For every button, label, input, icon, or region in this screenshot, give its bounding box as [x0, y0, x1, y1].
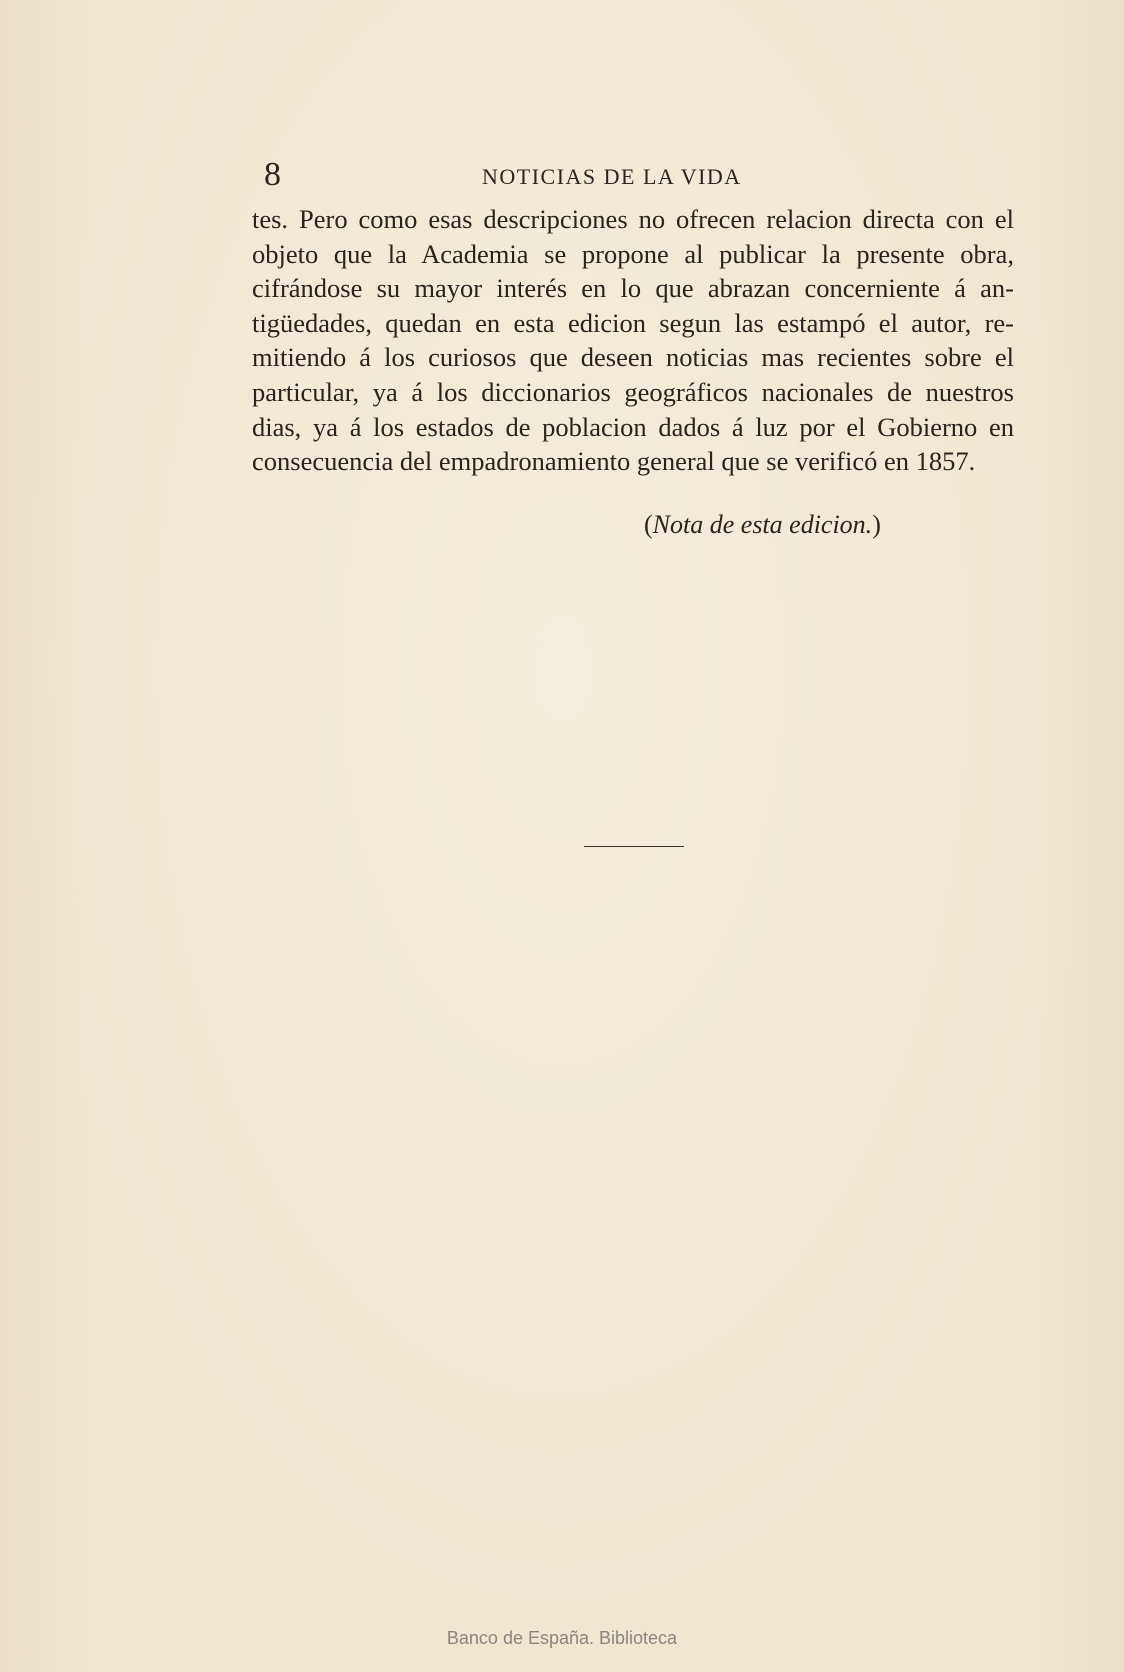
note-credit-text: Nota de esta edicion.: [652, 510, 873, 539]
text-line: tes. Pero como esas descripciones no ofrecen relacion directa con el: [252, 204, 1014, 234]
text-line: objeto que la Academia se propone al publicar la presente obra,: [252, 238, 1014, 269]
page-header: [252, 156, 1012, 196]
text-line: mitiendo á los curiosos que deseen noticias mas recientes sobre el: [252, 342, 1014, 373]
reverse-side-bleed-through: [252, 480, 1014, 514]
text-line: tigüedades, quedan en esta edicion segun las estampó el autor, re-: [252, 307, 1014, 338]
section-divider-rule: [584, 846, 684, 847]
running-head: NOTICIAS DE LA VIDA: [482, 164, 742, 189]
note-close-paren: ): [872, 510, 881, 539]
text-line: consecuencia del empadronamiento general que se verificó en 1857.: [252, 446, 976, 477]
library-watermark: Banco de España. Biblioteca: [446, 1628, 678, 1648]
editorial-note-credit: [644, 510, 881, 540]
page-number: 8: [264, 156, 281, 193]
text-line: particular, ya á los diccionarios geográficos nacionales de nuestros: [252, 376, 1014, 407]
note-open-paren: (: [644, 510, 653, 539]
body-paragraph: [252, 202, 1014, 479]
text-line: cifrándose su mayor interés en lo que abrazan concerniente á an-: [252, 273, 1014, 304]
text-line: dias, ya á los estados de poblacion dados á luz por el Gobierno en: [252, 411, 1014, 442]
